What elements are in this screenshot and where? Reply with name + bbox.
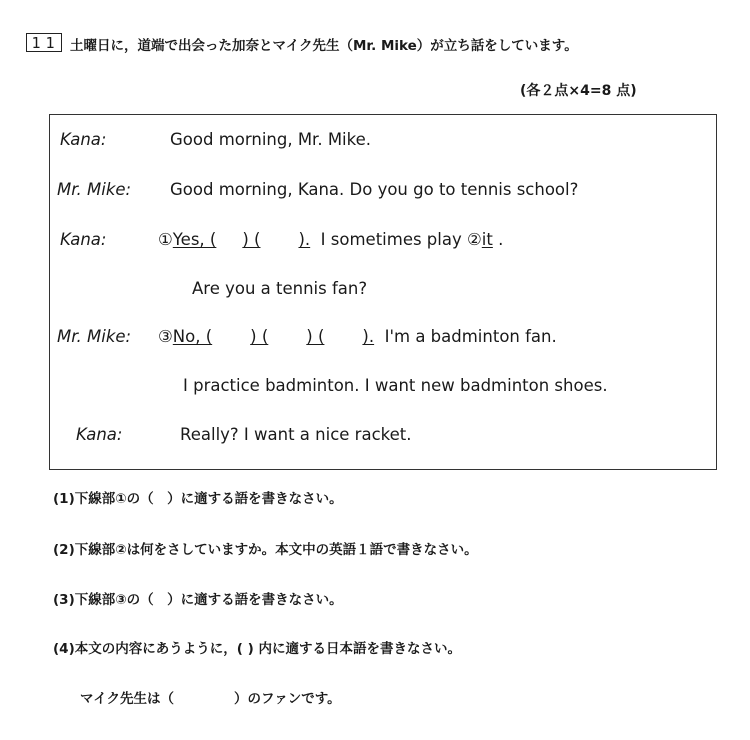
dialogue-box [49, 114, 717, 470]
speaker-mr-mike: Mr. Mike: [57, 327, 132, 346]
question-intro: 土曜日に，道端で出会った加奈とマイク先生（Mr. Mike）が立ち話をしています。 [70, 38, 578, 54]
dialogue-line: Really? I want a nice racket. [180, 425, 412, 444]
underline-3: No, ( ) ( ) ( ). [172, 327, 375, 346]
question-4-prompt: マイク先生は（ ）のファンです。 [80, 691, 341, 707]
marker-3: ③ [158, 327, 173, 346]
dialogue-line: ③No, ( ) ( ) ( ). I'm a badminton fan. [158, 327, 557, 346]
points-note: (各２点×4=8 点) [520, 83, 637, 99]
underline-1: Yes, ( ) ( ). [172, 230, 311, 249]
marker-1: ① [158, 230, 173, 249]
dialogue-line: Are you a tennis fan? [192, 279, 368, 298]
speaker-kana: Kana: [60, 230, 107, 249]
speaker-mr-mike: Mr. Mike: [57, 180, 132, 199]
speaker-kana: Kana: [76, 425, 123, 444]
question-number: 11 [26, 33, 62, 52]
dialogue-line: ①Yes, ( ) ( ). I sometimes play ②it . [158, 230, 504, 249]
question-4: (4)本文の内容にあうように，( ) 内に適する日本語を書きなさい。 [53, 641, 461, 657]
question-2: (2)下線部②は何をさしていますか。本文中の英語１語で書きなさい。 [53, 542, 478, 558]
dialogue-line: Good morning, Kana. Do you go to tennis school? [170, 180, 579, 199]
dialogue-line: I practice badminton. I want new badminton shoes. [183, 376, 608, 395]
underline-2: it [481, 230, 493, 249]
speaker-kana: Kana: [60, 130, 107, 149]
question-1: (1)下線部①の（ ）に適する語を書きなさい。 [53, 491, 343, 507]
question-3: (3)下線部③の（ ）に適する語を書きなさい。 [53, 592, 343, 608]
marker-2: ② [467, 230, 482, 249]
dialogue-line: Good morning, Mr. Mike. [170, 130, 371, 149]
